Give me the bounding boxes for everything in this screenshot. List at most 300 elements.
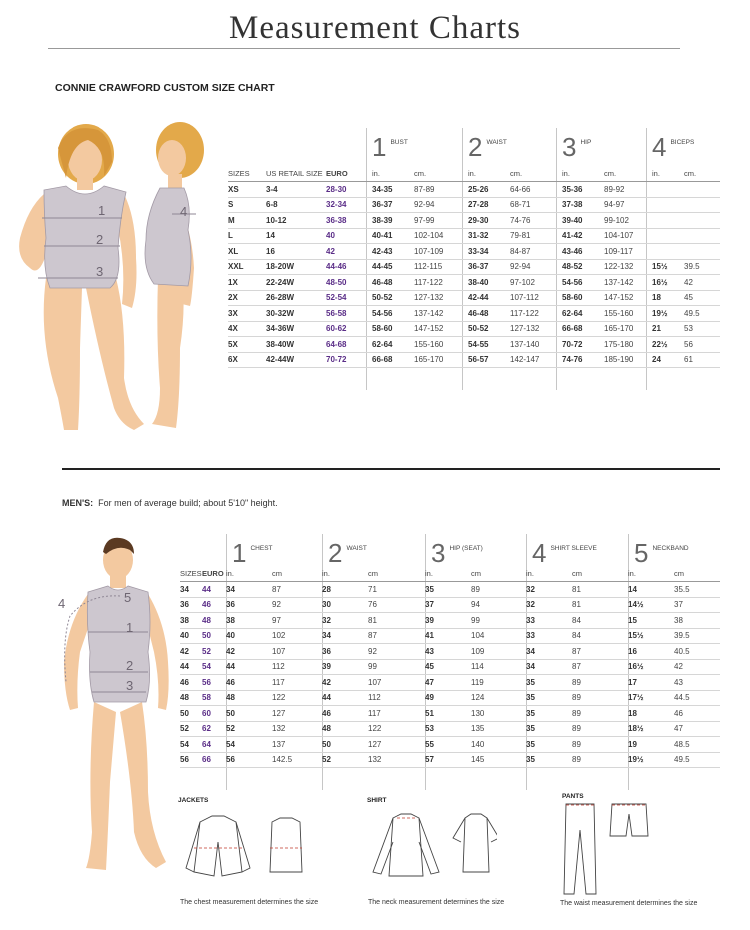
table-cell: 31-32 — [468, 228, 510, 244]
table-cell: 34 — [226, 582, 272, 598]
table-cell: 81 — [572, 597, 628, 613]
column-header: in. — [322, 566, 368, 582]
man-marker-1: 1 — [126, 620, 134, 635]
table-cell: 112 — [272, 659, 322, 675]
table-cell: 42 — [326, 244, 372, 260]
table-row — [180, 706, 720, 722]
table-cell: 49.5 — [684, 306, 720, 322]
table-cell: 42 — [226, 644, 272, 660]
table-cell: 155-160 — [414, 337, 468, 353]
table-cell: 74-76 — [562, 352, 604, 368]
table-cell: 54-56 — [372, 306, 414, 322]
table-cell: 97-99 — [414, 213, 468, 229]
table-cell: 42 — [674, 659, 720, 675]
table-cell: 35 — [526, 737, 572, 753]
men-group-sleeve: 4 SHIRT SLEEVE — [532, 538, 597, 568]
table-cell — [652, 213, 684, 229]
table-cell: 38 — [180, 613, 202, 629]
table-cell: 81 — [572, 582, 628, 598]
table-cell: 49 — [425, 690, 471, 706]
table-cell: 127-132 — [510, 321, 562, 337]
men-size-table — [180, 566, 720, 768]
column-header: in. — [425, 566, 471, 582]
table-cell: 54-56 — [562, 275, 604, 291]
women-size-table — [228, 166, 720, 368]
table-cell: 56 — [684, 337, 720, 353]
table-cell: 76 — [368, 597, 425, 613]
table-cell: 66-68 — [562, 321, 604, 337]
table-cell — [684, 228, 720, 244]
table-cell: 36-38 — [326, 213, 372, 229]
table-cell: 94 — [471, 597, 526, 613]
table-cell: 54-55 — [468, 337, 510, 353]
table-cell: 155-160 — [604, 306, 652, 322]
table-cell: 34 — [180, 582, 202, 598]
table-cell: 62-64 — [562, 306, 604, 322]
table-row — [180, 582, 720, 598]
table-cell — [652, 228, 684, 244]
table-cell: 30 — [322, 597, 368, 613]
table-cell: 48.5 — [674, 737, 720, 753]
women-group-bust: 1 BUST — [372, 132, 408, 162]
table-cell: 89 — [572, 675, 628, 691]
table-cell: XS — [228, 182, 266, 198]
table-cell: 53 — [425, 721, 471, 737]
table-cell: 122-132 — [604, 259, 652, 275]
table-cell: 44-45 — [372, 259, 414, 275]
table-cell: 19½ — [628, 752, 674, 768]
table-cell — [652, 182, 684, 198]
table-cell: 54 — [180, 737, 202, 753]
table-cell: 28 — [322, 582, 368, 598]
table-row — [228, 228, 720, 244]
woman-marker-1: 1 — [98, 203, 106, 218]
table-cell: 5X — [228, 337, 266, 353]
table-cell: 30-32W — [266, 306, 326, 322]
table-cell: 147-152 — [414, 321, 468, 337]
table-row — [180, 613, 720, 629]
table-cell: 43 — [425, 644, 471, 660]
table-cell: 66-68 — [372, 352, 414, 368]
table-cell: 36 — [226, 597, 272, 613]
table-cell: 137-142 — [414, 306, 468, 322]
table-row — [228, 244, 720, 260]
table-cell: 46 — [226, 675, 272, 691]
table-cell: 102 — [272, 628, 322, 644]
table-cell: 18-20W — [266, 259, 326, 275]
column-header: cm — [272, 566, 322, 582]
table-cell: 3X — [228, 306, 266, 322]
table-cell: 42-44 — [468, 290, 510, 306]
table-cell — [684, 213, 720, 229]
table-cell: 92 — [368, 644, 425, 660]
table-cell: 48-50 — [326, 275, 372, 291]
table-cell: 130 — [471, 706, 526, 722]
table-cell: 16 — [628, 644, 674, 660]
table-cell: 35 — [526, 706, 572, 722]
table-cell: 70-72 — [562, 337, 604, 353]
table-cell: 124 — [471, 690, 526, 706]
table-cell: 87 — [572, 644, 628, 660]
table-row — [228, 213, 720, 229]
table-cell: 55 — [425, 737, 471, 753]
table-cell: 70-72 — [326, 352, 372, 368]
table-cell: 127 — [272, 706, 322, 722]
column-header: EURO — [202, 566, 226, 582]
table-cell: 107-112 — [510, 290, 562, 306]
column-header: US RETAIL SIZE — [266, 166, 326, 182]
table-cell: 52 — [202, 644, 226, 660]
table-cell: 19½ — [652, 306, 684, 322]
column-header: cm. — [510, 166, 562, 182]
table-cell: 61 — [684, 352, 720, 368]
column-header: cm — [471, 566, 526, 582]
table-cell: 33-34 — [468, 244, 510, 260]
table-cell: 46-48 — [372, 275, 414, 291]
table-row — [228, 352, 720, 368]
woman-marker-3: 3 — [96, 264, 104, 279]
table-cell: 43-46 — [562, 244, 604, 260]
table-cell: 24 — [652, 352, 684, 368]
table-cell: 26-28W — [266, 290, 326, 306]
table-cell: 29-30 — [468, 213, 510, 229]
men-chart-heading: MEN'S: For men of average build; about 5'10" height. — [62, 498, 278, 508]
table-cell: 16½ — [628, 659, 674, 675]
table-cell: 35 — [526, 721, 572, 737]
table-cell: 18 — [652, 290, 684, 306]
table-cell: 17 — [628, 675, 674, 691]
table-cell: 127 — [368, 737, 425, 753]
table-cell: 44 — [226, 659, 272, 675]
table-cell: 44.5 — [674, 690, 720, 706]
table-cell: 66 — [202, 752, 226, 768]
column-header: cm. — [684, 166, 720, 182]
table-row — [228, 290, 720, 306]
table-cell: 1X — [228, 275, 266, 291]
table-cell: 68-71 — [510, 197, 562, 213]
table-cell: 33 — [526, 613, 572, 629]
woman-side-figure — [136, 118, 216, 436]
table-cell: 42 — [180, 644, 202, 660]
table-cell: 6X — [228, 352, 266, 368]
table-cell: 87 — [572, 659, 628, 675]
table-header-row — [180, 566, 720, 582]
women-group-biceps: 4 BICEPS — [652, 132, 695, 162]
man-front-figure — [48, 532, 178, 877]
table-row — [180, 597, 720, 613]
table-cell: 37-38 — [562, 197, 604, 213]
table-cell: 15½ — [652, 259, 684, 275]
table-cell: 62-64 — [372, 337, 414, 353]
table-cell: S — [228, 197, 266, 213]
table-cell: 35-36 — [562, 182, 604, 198]
table-cell: 54 — [202, 659, 226, 675]
table-cell: 15 — [628, 613, 674, 629]
men-group-neckband: 5 NECKBAND — [634, 538, 689, 568]
table-cell: 48 — [226, 690, 272, 706]
table-cell: XXL — [228, 259, 266, 275]
table-cell: 52 — [180, 721, 202, 737]
section-divider — [62, 468, 720, 470]
table-cell: 107 — [368, 675, 425, 691]
table-cell: 52-54 — [326, 290, 372, 306]
table-cell: 89 — [572, 706, 628, 722]
men-group-waist: 2 WAIST — [328, 538, 367, 568]
woman-marker-4: 4 — [180, 204, 188, 219]
table-row — [228, 306, 720, 322]
table-row — [180, 644, 720, 660]
table-cell: 19 — [628, 737, 674, 753]
table-cell: 89 — [572, 737, 628, 753]
pants-note: The waist measurement determines the size — [560, 900, 698, 907]
women-group-waist: 2 WAIST — [468, 132, 507, 162]
table-cell: 58-60 — [372, 321, 414, 337]
table-cell: 6-8 — [266, 197, 326, 213]
table-cell — [684, 197, 720, 213]
table-cell: 104-107 — [604, 228, 652, 244]
table-cell: 39-40 — [562, 213, 604, 229]
pants-illustration — [558, 800, 658, 900]
table-cell: 39.5 — [684, 259, 720, 275]
table-cell: 48 — [180, 690, 202, 706]
table-cell: 89-92 — [604, 182, 652, 198]
table-cell: 56 — [180, 752, 202, 768]
table-cell: XL — [228, 244, 266, 260]
column-header: in. — [468, 166, 510, 182]
table-cell: 22½ — [652, 337, 684, 353]
table-cell: 52 — [322, 752, 368, 768]
table-cell: 45 — [425, 659, 471, 675]
table-cell: 48 — [322, 721, 368, 737]
table-cell: 137-140 — [510, 337, 562, 353]
table-cell: 94-97 — [604, 197, 652, 213]
man-marker-2: 2 — [126, 658, 134, 673]
table-cell: 47 — [674, 721, 720, 737]
table-row — [228, 197, 720, 213]
table-cell: 4X — [228, 321, 266, 337]
table-cell: 175-180 — [604, 337, 652, 353]
table-cell: 87 — [272, 582, 322, 598]
table-cell: 104 — [471, 628, 526, 644]
table-cell: 97 — [272, 613, 322, 629]
table-cell: 117-122 — [510, 306, 562, 322]
table-cell: 16 — [266, 244, 326, 260]
table-cell: 74-76 — [510, 213, 562, 229]
table-cell: 38-40W — [266, 337, 326, 353]
table-cell: 57 — [425, 752, 471, 768]
table-row — [228, 259, 720, 275]
table-cell: 15½ — [628, 628, 674, 644]
table-cell: 122 — [272, 690, 322, 706]
table-cell: 112 — [368, 690, 425, 706]
table-cell: 185-190 — [604, 352, 652, 368]
column-header: in. — [628, 566, 674, 582]
table-cell: 38-39 — [372, 213, 414, 229]
table-cell — [652, 197, 684, 213]
table-cell: 27-28 — [468, 197, 510, 213]
table-cell: 21 — [652, 321, 684, 337]
table-cell: 60 — [202, 706, 226, 722]
shirt-illustration — [367, 812, 497, 882]
table-cell: 32 — [322, 613, 368, 629]
table-cell: 117 — [272, 675, 322, 691]
table-cell: M — [228, 213, 266, 229]
table-cell: 89 — [572, 721, 628, 737]
table-cell: 48 — [202, 613, 226, 629]
column-header: in. — [372, 166, 414, 182]
table-cell: 92-94 — [414, 197, 468, 213]
table-cell: 42-43 — [372, 244, 414, 260]
table-cell: 92 — [272, 597, 322, 613]
table-cell: 28-30 — [326, 182, 372, 198]
table-cell: 112-115 — [414, 259, 468, 275]
table-cell: 54 — [226, 737, 272, 753]
table-cell: 127-132 — [414, 290, 468, 306]
table-cell: 40 — [226, 628, 272, 644]
table-cell: 81 — [368, 613, 425, 629]
table-cell: 35 — [526, 690, 572, 706]
table-cell: 41-42 — [562, 228, 604, 244]
table-cell: 42-44W — [266, 352, 326, 368]
table-cell: 46 — [322, 706, 368, 722]
table-row — [180, 737, 720, 753]
table-cell: 97-102 — [510, 275, 562, 291]
table-cell: 64-68 — [326, 337, 372, 353]
women-group-hip: 3 HIP — [562, 132, 592, 162]
table-cell: 87-89 — [414, 182, 468, 198]
table-row — [228, 321, 720, 337]
table-cell: 50 — [322, 737, 368, 753]
table-cell: 165-170 — [604, 321, 652, 337]
table-cell: 48-52 — [562, 259, 604, 275]
table-cell: 50-52 — [468, 321, 510, 337]
table-cell: 14 — [266, 228, 326, 244]
table-cell: 35 — [425, 582, 471, 598]
table-cell: 38-40 — [468, 275, 510, 291]
table-cell: 3-4 — [266, 182, 326, 198]
table-cell: 39 — [425, 613, 471, 629]
jacket-illustration — [180, 812, 310, 882]
men-group-chest: 1 CHEST — [232, 538, 273, 568]
man-marker-4: 4 — [58, 596, 66, 611]
table-cell: 142-147 — [510, 352, 562, 368]
table-cell — [652, 244, 684, 260]
table-cell: 34 — [526, 644, 572, 660]
woman-marker-2: 2 — [96, 232, 104, 247]
table-cell: 34 — [322, 628, 368, 644]
table-cell: 114 — [471, 659, 526, 675]
table-cell: 32 — [526, 582, 572, 598]
table-row — [180, 675, 720, 691]
column-header: SIZES — [180, 566, 202, 582]
table-cell: 43 — [674, 675, 720, 691]
table-cell: 46 — [202, 597, 226, 613]
table-cell: 36-37 — [372, 197, 414, 213]
table-cell: 16½ — [652, 275, 684, 291]
table-cell: 56-58 — [326, 306, 372, 322]
table-cell: 132 — [272, 721, 322, 737]
table-cell: 84-87 — [510, 244, 562, 260]
table-cell: 46-48 — [468, 306, 510, 322]
table-cell: 135 — [471, 721, 526, 737]
page-title: Measurement Charts — [228, 10, 521, 46]
table-cell: 109 — [471, 644, 526, 660]
table-cell: 39 — [322, 659, 368, 675]
table-cell: 137-142 — [604, 275, 652, 291]
table-cell: 39.5 — [674, 628, 720, 644]
table-cell: 18 — [628, 706, 674, 722]
table-cell: 49.5 — [674, 752, 720, 768]
table-cell: 56 — [226, 752, 272, 768]
table-header-row — [228, 166, 720, 182]
table-cell: 89 — [572, 752, 628, 768]
column-header: in. — [562, 166, 604, 182]
shirt-note: The neck measurement determines the size — [368, 899, 505, 906]
table-row — [180, 659, 720, 675]
table-cell: 87 — [368, 628, 425, 644]
table-cell: 42 — [684, 275, 720, 291]
table-cell: 47 — [425, 675, 471, 691]
table-cell: 25-26 — [468, 182, 510, 198]
table-cell: 56-57 — [468, 352, 510, 368]
table-row — [228, 182, 720, 198]
table-cell: 34-35 — [372, 182, 414, 198]
table-cell: 10-12 — [266, 213, 326, 229]
table-cell: 50 — [226, 706, 272, 722]
table-cell: 18½ — [628, 721, 674, 737]
column-header: cm — [572, 566, 628, 582]
table-cell: 44 — [322, 690, 368, 706]
table-cell: 17½ — [628, 690, 674, 706]
table-cell: 64 — [202, 737, 226, 753]
table-cell: 46 — [674, 706, 720, 722]
table-cell — [684, 182, 720, 198]
table-cell: 33 — [526, 628, 572, 644]
table-cell: 117-122 — [414, 275, 468, 291]
table-cell: 99-102 — [604, 213, 652, 229]
table-cell: 36 — [322, 644, 368, 660]
table-cell: 35.5 — [674, 582, 720, 598]
table-cell: 58-60 — [562, 290, 604, 306]
table-cell: L — [228, 228, 266, 244]
column-header: cm. — [414, 166, 468, 182]
table-cell: 56 — [202, 675, 226, 691]
table-cell: 14 — [628, 582, 674, 598]
table-cell: 52 — [226, 721, 272, 737]
table-cell: 22-24W — [266, 275, 326, 291]
column-header: cm — [368, 566, 425, 582]
table-cell: 37 — [674, 597, 720, 613]
column-header: cm. — [604, 166, 652, 182]
column-header: cm — [674, 566, 720, 582]
table-cell: 32-34 — [326, 197, 372, 213]
table-cell: 58 — [202, 690, 226, 706]
table-cell: 117 — [368, 706, 425, 722]
table-cell: 92-94 — [510, 259, 562, 275]
table-cell: 32 — [526, 597, 572, 613]
table-cell: 51 — [425, 706, 471, 722]
table-cell: 147-152 — [604, 290, 652, 306]
table-cell: 34 — [526, 659, 572, 675]
table-cell: 42 — [322, 675, 368, 691]
table-cell: 40.5 — [674, 644, 720, 660]
table-cell: 60-62 — [326, 321, 372, 337]
table-cell: 50 — [180, 706, 202, 722]
table-cell: 44 — [180, 659, 202, 675]
table-cell: 140 — [471, 737, 526, 753]
table-cell: 36-37 — [468, 259, 510, 275]
table-cell: 40 — [180, 628, 202, 644]
